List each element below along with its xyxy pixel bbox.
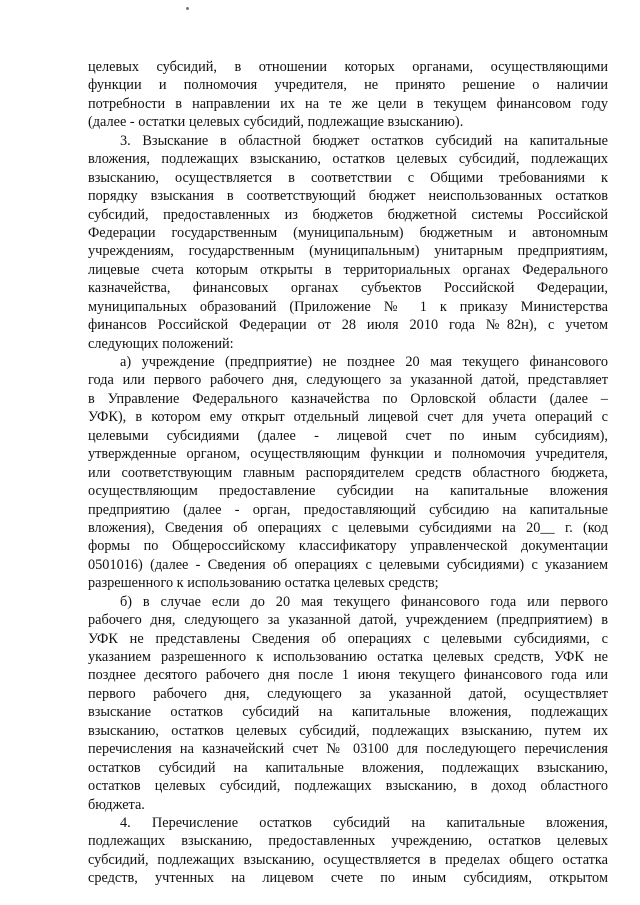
text-line: а) учреждение (предприятие) не позднее 20 мая текущего финансового	[120, 354, 608, 370]
text-line: взыскание остатков субсидий на капитальные вложения, подлежащих	[88, 704, 608, 721]
text-line: учреждениям, государственным (муниципальным) унитарным предприятиям,	[88, 243, 608, 260]
text-line: позднее десятого рабочего дня после 1 июня текущего финансового года или	[88, 667, 608, 684]
text-line: взысканию, осуществляется в соответствии с Общими требованиями к	[88, 169, 608, 186]
text-line: остатков целевых субсидий, подлежащих взысканию, в доход областного	[88, 778, 608, 795]
text-line: рабочего дня, следующего за указанной датой, учреждением (предприятием) в	[88, 612, 608, 629]
text-line: в Управление Федерального казначейства по Орловской области (далее –	[88, 390, 608, 407]
text-line: 3. Взыскание в областной бюджет остатков субсидий на капитальные	[120, 132, 608, 149]
text-line: вложения), Сведения об операциях с целевыми субсидиями на 20__ г. (код	[88, 519, 608, 536]
text-line: казначейства, финансовых органах субъектов Российской Федерации,	[88, 280, 608, 297]
document-body	[88, 58, 608, 888]
text-line: или соответствующим главным распорядителем средств областного бюджета,	[88, 464, 608, 481]
text-line: субсидий, предоставленных из бюджетов бюджетной системы Российской	[88, 206, 608, 223]
text-line: Федерации государственным (муниципальным) бюджетным и автономным	[88, 224, 608, 241]
text-line: осуществляющим предоставление субсидии на капитальные вложения	[88, 483, 608, 500]
text-line: б) в случае если до 20 мая текущего финансового года или первого	[120, 593, 608, 610]
text-line: взысканию, остатков целевых субсидий, подлежащих взысканию, путем их	[88, 722, 608, 739]
scan-speck	[186, 7, 189, 10]
text-line: потребности в направлении их на те же цели в текущем финансовом году	[88, 95, 608, 112]
text-line: УФК), в котором ему открыт отдельный лицевой счет для учета операций с	[88, 409, 608, 426]
text-line: (далее - остатки целевых субсидий, подлежащие взысканию).	[88, 114, 464, 131]
text-line: порядку взыскания в соответствующий бюджет неиспользованных остатков	[88, 188, 608, 205]
text-line: предприятию (далее - орган, предоставляющий субсидию на капитальные	[88, 501, 608, 518]
text-line: 4. Перечисление остатков субсидий на капитальные вложения,	[120, 814, 608, 831]
text-line: УФК не представлены Сведения об операциях с целевыми субсидиями, с	[88, 630, 608, 647]
text-line: лицевые счета которым открыты в территориальных органах Федерального	[88, 261, 608, 278]
text-line: бюджета.	[88, 796, 145, 813]
text-line: целевых субсидий, в отношении которых органами, осуществляющими	[88, 59, 608, 75]
text-line: субсидий, подлежащих взысканию, осуществляется в пределах общего остатка	[88, 851, 608, 868]
text-line: вложения, подлежащих взысканию, остатков целевых субсидий, подлежащих	[88, 151, 608, 168]
text-line: первого рабочего дня, следующего за указанной датой, осуществляет	[88, 685, 608, 702]
text-line: 0501016) (далее - Сведения об операциях с целевыми субсидиями) с указанием	[88, 556, 608, 573]
text-line: формы по Общероссийскому классификатору управленческой документации	[88, 538, 608, 555]
text-line: утвержденные органом, осуществляющим функции и полномочия учредителя,	[88, 446, 608, 463]
text-line: года или первого рабочего дня, следующего за указанной датой, представляет	[88, 372, 608, 389]
text-line: разрешенного к использованию остатка целевых средств;	[88, 575, 439, 592]
text-line: муниципальных образований (Приложение № 1 к приказу Министерства	[88, 298, 608, 315]
text-line: целевыми субсидиями (далее - лицевой счет по иным субсидиям),	[88, 427, 608, 444]
text-line: функции и полномочия учредителя, не принято решение о наличии	[88, 77, 608, 94]
text-line: следующих положений:	[88, 335, 234, 352]
text-line: указанием разрешенного к использованию остатка целевых средств, УФК не	[88, 649, 608, 665]
text-line: средств, учтенных на лицевом счете по иным субсидиям, открытом	[88, 870, 608, 887]
text-line: перечисления на казначейский счет № 03100 для последующего перечисления	[88, 741, 608, 758]
text-line: подлежащих взысканию, предоставленных учреждению, остатков целевых	[88, 833, 608, 850]
text-line: финансов Российской Федерации от 28 июля 2010 года №82н), с учетом	[88, 317, 608, 334]
text-line: остатков субсидий на капитальные вложения, подлежащих взысканию,	[88, 759, 608, 776]
